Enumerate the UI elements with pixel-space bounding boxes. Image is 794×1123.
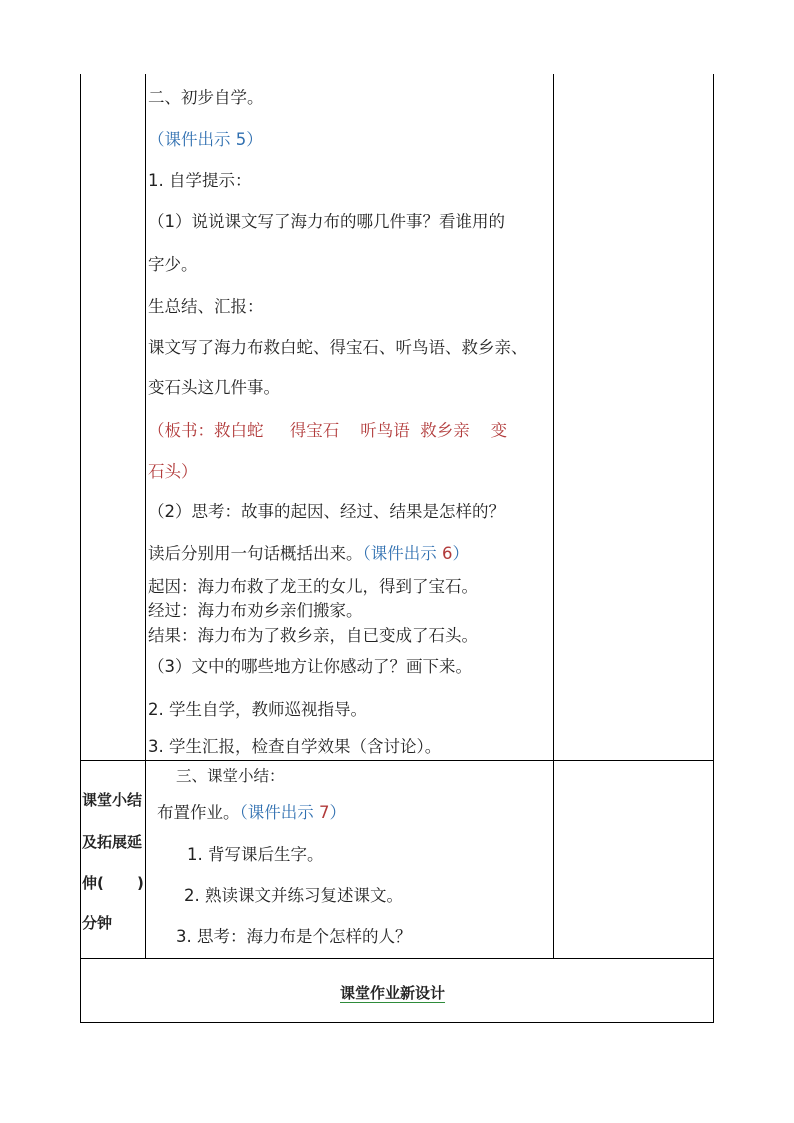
column-divider-1 [145, 74, 146, 958]
summary-label-line-3a: 伸( [82, 874, 104, 892]
question-2-line-2 [148, 544, 469, 564]
answer-line-2: 变石头这几件事。 [148, 378, 280, 397]
blackboard-note-line-2: 石头） [148, 462, 198, 481]
column-divider-2 [553, 74, 554, 958]
story-cause: 起因：海力布救了龙王的女儿，得到了宝石。 [148, 577, 478, 596]
courseware-note-7-close: ） [329, 803, 346, 822]
courseware-note-7-label: （课件出示 [239, 803, 319, 822]
step-3-report: 3. 学生汇报，检查自学效果（含讨论）。 [148, 737, 442, 756]
blackboard-note-line-1: （板书：救白蛇 得宝石 听鸟语 救乡亲 变 [148, 421, 508, 440]
section2-heading: 二、初步自学。 [148, 88, 264, 107]
table-right-border [713, 74, 714, 1023]
question-2-line-1: （2）思考：故事的起因、经过、结果是怎样的？ [148, 502, 505, 521]
courseware-note-7-number: 7 [319, 803, 330, 822]
row-divider-2 [80, 958, 714, 959]
student-summary-intro: 生总结、汇报： [148, 297, 264, 316]
assignment-line [157, 803, 346, 823]
homework-item-2: 2. 熟读课文并练习复述课文。 [184, 886, 403, 905]
homework-design-title: 课堂作业新设计 [340, 984, 446, 1002]
question-1-line-1: （1）说说课文写了海力布的哪几件事？看谁用的 [148, 212, 505, 231]
row-divider-1 [80, 760, 714, 761]
summary-label-line-4: 分钟 [82, 914, 113, 932]
answer-line-1: 课文写了海力布救白蛇、得宝石、听鸟语、救乡亲、 [148, 338, 528, 357]
courseware-note-6-label: （课件出示 [362, 544, 442, 563]
question-3: （3）文中的哪些地方让你感动了？画下来。 [148, 657, 472, 676]
assignment-text: 布置作业。 [157, 803, 240, 822]
courseware-note-6-close: ） [452, 544, 469, 563]
summary-label-line-2: 及拓展延 [82, 833, 143, 851]
homework-item-3: 3. 思考：海力布是个怎样的人？ [176, 927, 412, 946]
step-2-self-study: 2. 学生自学，教师巡视指导。 [148, 700, 367, 719]
story-result: 结果：海力布为了救乡亲，自已变成了石头。 [148, 626, 478, 645]
question-2-text: 读后分别用一句话概括出来。 [148, 544, 363, 563]
summary-label-line-1: 课堂小结 [82, 791, 143, 809]
question-1-line-2: 字少。 [148, 255, 198, 274]
courseware-note-6-number: 6 [442, 544, 453, 563]
table-bottom-border [80, 1022, 714, 1023]
courseware-note-5: （课件出示 5） [148, 130, 263, 149]
summary-label-line-3b: ) [137, 874, 144, 892]
table-left-border [80, 74, 81, 1023]
self-study-hint-heading: 1. 自学提示： [148, 171, 252, 190]
homework-item-1: 1. 背写课后生字。 [187, 845, 324, 864]
story-process: 经过：海力布劝乡亲们搬家。 [148, 601, 363, 620]
summary-heading: 三、课堂小结： [176, 767, 285, 785]
